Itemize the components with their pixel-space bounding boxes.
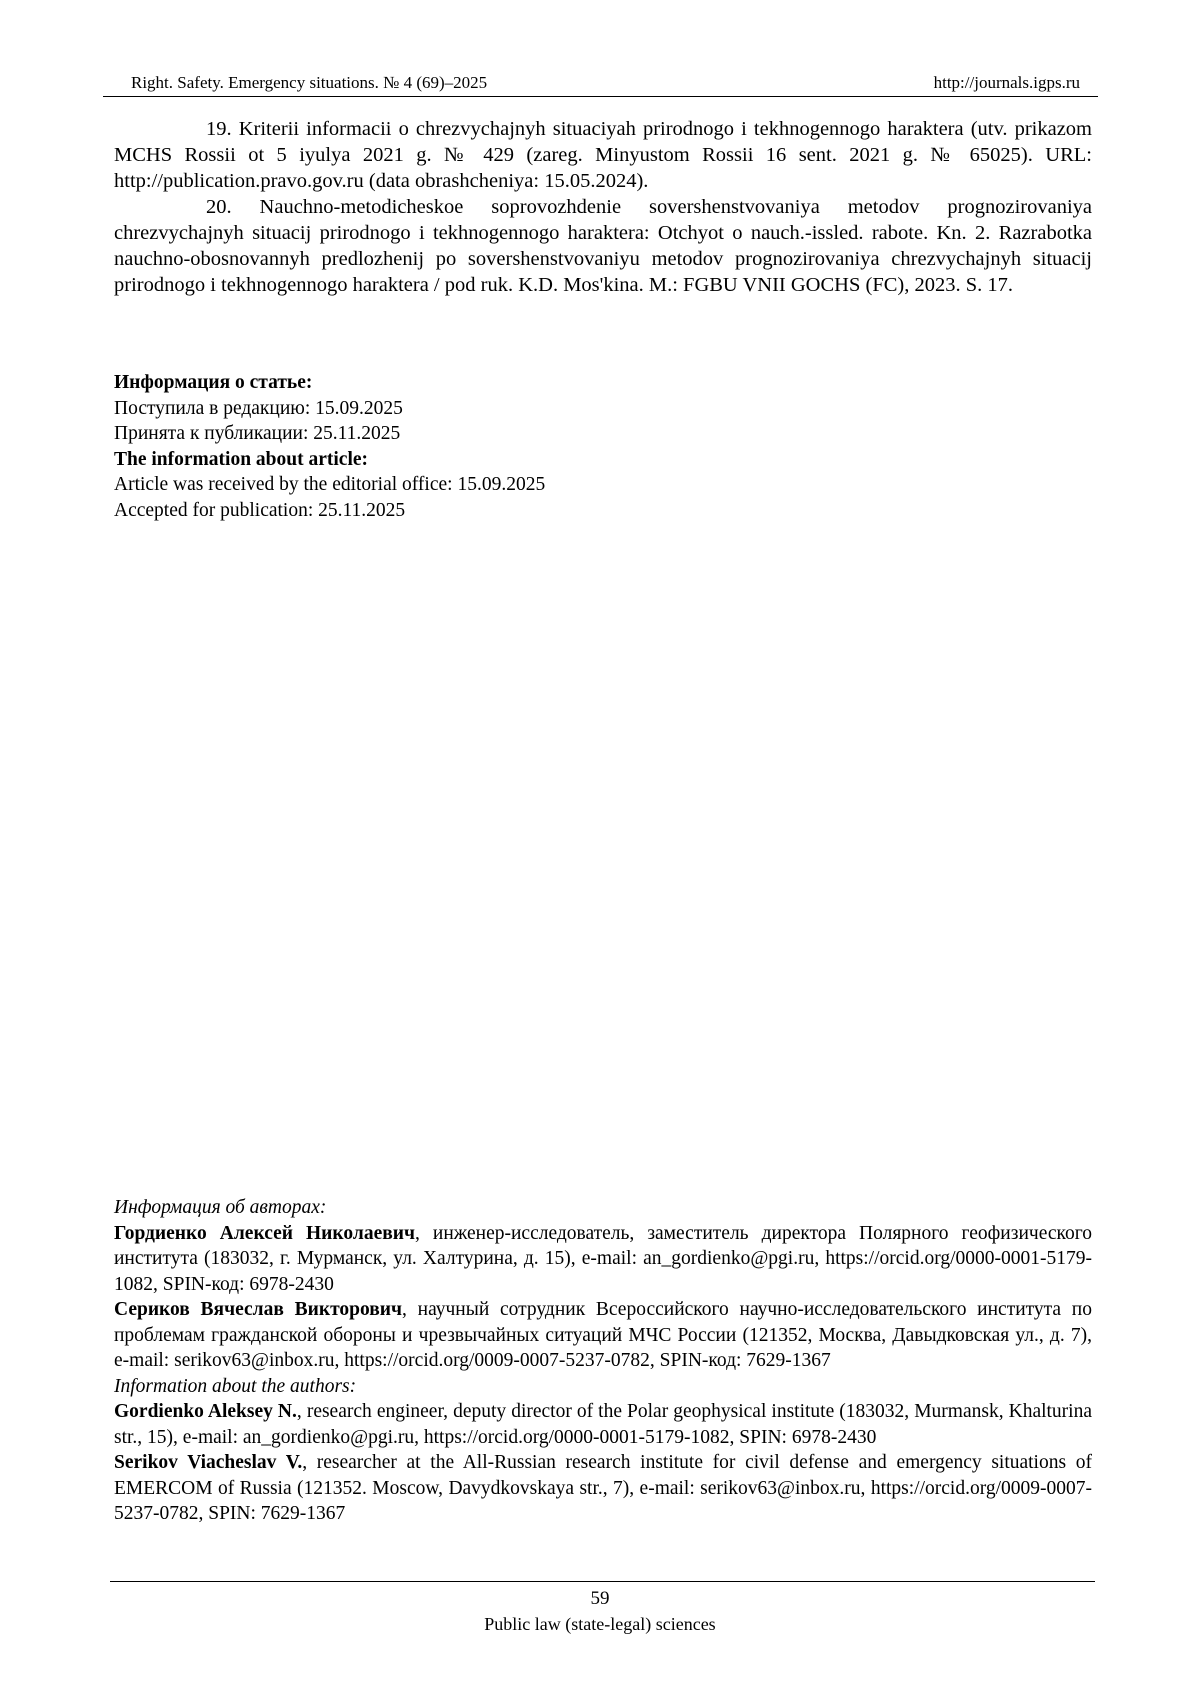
- page-number: 59: [590, 1588, 610, 1609]
- footer-section: Public law (state-legal) sciences: [484, 1614, 716, 1634]
- journal-title: Right. Safety. Emergency situations. № 4 (69)–2025: [131, 73, 488, 92]
- author-entry: [114, 1450, 1092, 1527]
- received-date-en: Article was received by the editorial office: 15.09.2025: [114, 474, 546, 495]
- accepted-date-en: Accepted for publication: 25.11.2025: [114, 499, 406, 521]
- footer-divider: [110, 1581, 1095, 1582]
- author-entry: [114, 1297, 1092, 1374]
- article-info-heading-en: The information about article:: [114, 448, 369, 470]
- author-details: , researcher at the All-Russian research institute for civil defense and emergency situations of EMERCOM of Russia (121352. Moscow, Davydkovskaya str., 7), e-mail: serikov63@inbox.ru, https://orcid.org/0009-0007-5237-0782, SPIN: 7629-1367: [114, 1452, 1092, 1524]
- author-entry: [114, 1221, 1092, 1298]
- author-name: Гордиенко Алексей Николаевич: [114, 1222, 415, 1244]
- accepted-date-ru: Принята к публикации: 25.11.2025: [114, 423, 401, 444]
- author-details: , инженер-исследователь, заместитель директора Полярного геофизического института (183032, г. Мурманск, ул. Халтурина, д. 15), e-mail: an_gordienko@pgi.ru, https://orcid.org/0000-0001-5179-1082, SPIN-код: 6978-2430: [114, 1222, 1092, 1295]
- author-details: , research engineer, deputy director of the Polar geophysical institute (183032, Murmansk, Khalturina str., 15), e-mail: an_gordienko@pgi.ru, https://orcid.org/0000-0001-5179-1082, SPIN: 6978-2430: [114, 1401, 1093, 1448]
- authors-heading-en: Information about the authors:: [114, 1375, 357, 1397]
- reference-item: 19. Kriterii informacii o chrezvychajnyh situaciyah prirodnogo i tekhnogennogo haraktera (utv. prikazom MCHS Rossii ot 5 iyulya 2021 g. № 429 (zareg. Minyustom Rossii 16 sent. 2021 g. № 65025). URL: http://publication.pravo.gov.ru (data obrashcheniya: 15.05.2024).: [114, 118, 1092, 192]
- reference-item: 20. Nauchno-metodicheskoe soprovozhdenie sovershenstvovaniya metodov prognozirovaniya chrezvychajnyh situacij prirodnogo i tekhnogennogo haraktera: Otchyot o nauch.-issled. rabote. Kn. 2. Razrabotka nauchno-obosnovannyh predlozhenij po sovershenstvovaniyu metodov prognozirovaniya chrezvychajnyh situacij prirodnogo i tekhnogennogo haraktera / pod ruk. K.D. Mos'kina. M.: FGBU VNII GOCHS (FC), 2023. S. 17.: [114, 196, 1092, 296]
- journal-url[interactable]: http://journals.igps.ru: [933, 73, 1080, 92]
- article-info: [114, 370, 1092, 523]
- received-date-ru: Поступила в редакцию: 15.09.2025: [114, 397, 403, 419]
- author-details: , научный сотрудник Всероссийского научно-исследовательского института по проблемам гражданской обороны и чрезвычайных ситуаций МЧС России (121352, Москва, Давыдковская ул., д. 7), e-mail: serikov63@inbox.ru, https://orcid.org/0009-0007-5237-0782, SPIN-код: 7629-1367: [114, 1299, 1092, 1371]
- article-info-heading-ru: Информация о статье:: [114, 372, 313, 393]
- author-entry: [114, 1399, 1092, 1450]
- authors-heading-ru: Информация об авторах:: [114, 1197, 327, 1218]
- running-header: [103, 70, 1098, 97]
- author-name: Serikov Viacheslav V.: [114, 1452, 303, 1473]
- author-name: Сериков Вячеслав Викторович: [114, 1299, 403, 1320]
- authors-info: [114, 1195, 1092, 1527]
- author-name: Gordienko Aleksey N.: [114, 1401, 297, 1422]
- reference-list: [114, 116, 1092, 298]
